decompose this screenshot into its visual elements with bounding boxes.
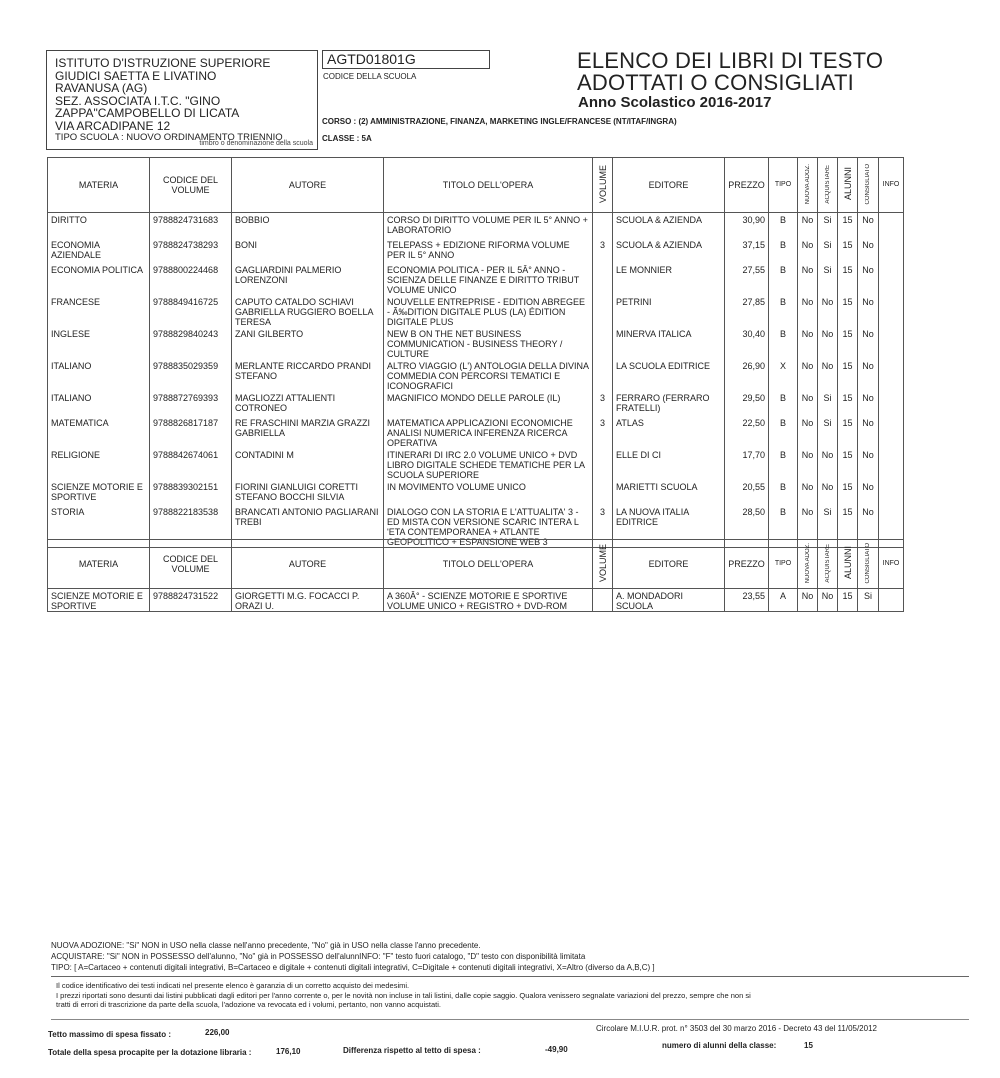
- cell-info: [879, 589, 904, 612]
- cell-alunni: 15: [838, 238, 858, 263]
- school-line: RAVANUSA (AG): [55, 81, 148, 96]
- cell-codice: 9788822183538: [150, 505, 232, 548]
- cell-materia: ITALIANO: [48, 359, 150, 391]
- school-type: TIPO SCUOLA : NUOVO ORDINAMENTO TRIENNIO: [55, 131, 283, 143]
- cell-nuova: No: [798, 213, 818, 238]
- tetto-label: Tetto massimo di spesa fissato :: [48, 1030, 171, 1039]
- cell-info: [879, 213, 904, 238]
- cell-alunni: 15: [838, 589, 858, 612]
- legend-acquistare: ACQUISTARE: "Si" NON in POSSESSO dell'alunno, "No" già in POSSESSO dell'alunnINFO: "F" testo fuori catalogo, "D" testo con disponibilità limitata: [51, 952, 586, 961]
- cell-consigliato: No: [858, 295, 879, 327]
- cell-autore: BONI: [232, 238, 384, 263]
- cell-acquistare: Si: [818, 213, 838, 238]
- cell-tipo: B: [769, 327, 798, 359]
- cell-prezzo: 23,55: [725, 589, 769, 612]
- cell-tipo: B: [769, 213, 798, 238]
- tetto-value: 226,00: [205, 1028, 230, 1037]
- cell-acquistare: Si: [818, 263, 838, 295]
- circolare: Circolare M.I.U.R. prot. n° 3503 del 30 marzo 2016 - Decreto 43 del 11/05/2012: [596, 1024, 877, 1033]
- cell-titolo: IN MOVIMENTO VOLUME UNICO: [384, 480, 593, 505]
- school-line: VIA ARCADIPANE 12: [55, 118, 171, 133]
- cell-autore: BRANCATI ANTONIO PAGLIARANI TREBI: [232, 505, 384, 548]
- cell-materia: SCIENZE MOTORIE E SPORTIVE: [48, 480, 150, 505]
- cell-titolo: DIALOGO CON LA STORIA E L'ATTUALITA' 3 - ED MISTA CON VERSIONE SCARIC INTERA L 'ETA CONTEMPORANEA + ATLANTE GEOPOLITICO + ESPANSIONE WEB 3: [384, 505, 593, 548]
- cell-codice: 9788835029359: [150, 359, 232, 391]
- col-volume: VOLUME: [593, 158, 613, 213]
- cell-materia: RELIGIONE: [48, 448, 150, 480]
- cell-prezzo: 30,40: [725, 327, 769, 359]
- col-info: INFO: [879, 158, 904, 213]
- col-acquistare: ACQUISTARE: [818, 158, 838, 213]
- cell-prezzo: 17,70: [725, 448, 769, 480]
- cell-tipo: A: [769, 589, 798, 612]
- differenza-value: -49,90: [545, 1045, 568, 1054]
- cell-prezzo: 29,50: [725, 391, 769, 416]
- cell-info: [879, 448, 904, 480]
- cell-autore: MAGLIOZZI ATTALIENTI COTRONEO: [232, 391, 384, 416]
- cell-info: [879, 359, 904, 391]
- cell-consigliato: No: [858, 448, 879, 480]
- cell-codice: 9788839302151: [150, 480, 232, 505]
- cell-acquistare: No: [818, 448, 838, 480]
- cell-editore: ATLAS: [613, 416, 725, 448]
- cell-info: [879, 295, 904, 327]
- cell-prezzo: 20,55: [725, 480, 769, 505]
- col-prezzo: PREZZO: [725, 540, 769, 589]
- cell-alunni: 15: [838, 505, 858, 548]
- course: CORSO : (2) AMMINISTRAZIONE, FINANZA, MARKETING INGLE/FRANCESE (NT/ITAF/INGRA): [322, 117, 677, 126]
- cell-tipo: B: [769, 505, 798, 548]
- table-row: [48, 359, 904, 391]
- cell-nuova: No: [798, 480, 818, 505]
- table-row: [48, 589, 904, 612]
- cell-codice: 9788824738293: [150, 238, 232, 263]
- cell-consigliato: No: [858, 480, 879, 505]
- cell-titolo: A 360Â° - SCIENZE MOTORIE E SPORTIVE VOLUME UNICO + REGISTRO + DVD-ROM: [384, 589, 593, 612]
- col-consigliato: CONSIGLIATO: [858, 158, 879, 213]
- legend-nuova: NUOVA ADOZIONE: "Si" NON in USO nella classe nell'anno precedente, "No" già in USO nella classe l'anno precedente.: [51, 941, 481, 950]
- cell-volume: [593, 359, 613, 391]
- class: CLASSE : 5A: [322, 134, 372, 143]
- cell-info: [879, 327, 904, 359]
- title-line-2: ADOTTATI O CONSIGLIATI: [577, 70, 854, 95]
- cell-volume: 3: [593, 238, 613, 263]
- cell-titolo: NOUVELLE ENTREPRISE - EDITION ABREGEE - Ã‰DITION DIGITALE PLUS (LA) ÉDITION DIGITALE PLUS: [384, 295, 593, 327]
- cell-codice: 9788800224468: [150, 263, 232, 295]
- cell-consigliato: No: [858, 213, 879, 238]
- cell-editore: A. MONDADORI SCUOLA: [613, 589, 725, 612]
- differenza-label: Differenza rispetto al tetto di spesa :: [343, 1046, 481, 1055]
- cell-materia: STORIA: [48, 505, 150, 548]
- books-table: [47, 157, 904, 548]
- cell-volume: [593, 448, 613, 480]
- cell-tipo: B: [769, 416, 798, 448]
- cell-prezzo: 27,85: [725, 295, 769, 327]
- divider: [51, 1019, 969, 1020]
- col-codice: CODICE DEL VOLUME: [150, 158, 232, 213]
- cell-codice: 9788849416725: [150, 295, 232, 327]
- cell-prezzo: 22,50: [725, 416, 769, 448]
- cell-volume: [593, 263, 613, 295]
- cell-nuova: No: [798, 238, 818, 263]
- col-nuova: NUOVA ADOZ.: [798, 158, 818, 213]
- cell-nuova: No: [798, 359, 818, 391]
- cell-editore: LA NUOVA ITALIA EDITRICE: [613, 505, 725, 548]
- cell-codice: 9788824731522: [150, 589, 232, 612]
- col-volume: VOLUME: [593, 540, 613, 589]
- cell-alunni: 15: [838, 295, 858, 327]
- alunni-value: 15: [804, 1041, 813, 1050]
- table-row: [48, 238, 904, 263]
- col-editore: EDITORE: [613, 158, 725, 213]
- cell-tipo: B: [769, 263, 798, 295]
- cell-editore: SCUOLA & AZIENDA: [613, 238, 725, 263]
- col-consigliato: CONSIGLIATO: [858, 540, 879, 589]
- cell-editore: LA SCUOLA EDITRICE: [613, 359, 725, 391]
- cell-tipo: B: [769, 238, 798, 263]
- cell-alunni: 15: [838, 391, 858, 416]
- cell-alunni: 15: [838, 480, 858, 505]
- cell-consigliato: No: [858, 391, 879, 416]
- cell-acquistare: No: [818, 295, 838, 327]
- col-titolo: TITOLO DELL'OPERA: [384, 158, 593, 213]
- school-line: SEZ. ASSOCIATA I.T.C. "GINO: [55, 93, 221, 108]
- cell-nuova: No: [798, 263, 818, 295]
- cell-tipo: X: [769, 359, 798, 391]
- cell-prezzo: 30,90: [725, 213, 769, 238]
- cell-consigliato: No: [858, 505, 879, 548]
- cell-volume: [593, 295, 613, 327]
- cell-nuova: No: [798, 416, 818, 448]
- col-tipo: TIPO: [769, 540, 798, 589]
- cell-acquistare: Si: [818, 505, 838, 548]
- table-row: [48, 213, 904, 238]
- col-titolo: TITOLO DELL'OPERA: [384, 540, 593, 589]
- col-info: INFO: [879, 540, 904, 589]
- cell-titolo: MAGNIFICO MONDO DELLE PAROLE (IL): [384, 391, 593, 416]
- cell-consigliato: Si: [858, 589, 879, 612]
- school-year: Anno Scolastico 2016-2017: [578, 94, 772, 111]
- cell-nuova: No: [798, 295, 818, 327]
- cell-nuova: No: [798, 448, 818, 480]
- cell-tipo: B: [769, 480, 798, 505]
- cell-editore: MARIETTI SCUOLA: [613, 480, 725, 505]
- cell-consigliato: No: [858, 238, 879, 263]
- stamp-label: timbro o denominazione della scuola: [199, 140, 313, 147]
- school-line: GIUDICI SAETTA E LIVATINO: [55, 68, 217, 83]
- cell-titolo: CORSO DI DIRITTO VOLUME PER IL 5° ANNO + LABORATORIO: [384, 213, 593, 238]
- cell-materia: ITALIANO: [48, 391, 150, 416]
- disclaimer-line: I prezzi riportati sono desunti dai listini pubblicati dagli editori per l'anno corrente o, per le novità non incluse in tali listini, dalle copie saggio. Qualora venissero segnalate variazioni del prezzo, sempre che non si: [56, 990, 751, 1000]
- col-materia: MATERIA: [48, 540, 150, 589]
- table-row: [48, 448, 904, 480]
- col-autore: AUTORE: [232, 158, 384, 213]
- cell-autore: GIORGETTI M.G. FOCACCI P. ORAZI U.: [232, 589, 384, 612]
- cell-tipo: B: [769, 448, 798, 480]
- cell-titolo: ECONOMIA POLITICA - PER IL 5Â° ANNO - SCIENZA DELLE FINANZE E DIRITTO TRIBUT VOLUME UNICO: [384, 263, 593, 295]
- cell-editore: ELLE DI CI: [613, 448, 725, 480]
- cell-materia: INGLESE: [48, 327, 150, 359]
- col-alunni: ALUNNI: [838, 158, 858, 213]
- cell-materia: MATEMATICA: [48, 416, 150, 448]
- cell-alunni: 15: [838, 263, 858, 295]
- cell-autore: CONTADINI M: [232, 448, 384, 480]
- col-tipo: TIPO: [769, 158, 798, 213]
- cell-materia: ECONOMIA AZIENDALE: [48, 238, 150, 263]
- cell-editore: SCUOLA & AZIENDA: [613, 213, 725, 238]
- cell-nuova: No: [798, 589, 818, 612]
- totale-value: 176,10: [276, 1047, 301, 1056]
- legend-tipo: TIPO: [ A=Cartaceo + contenuti digitali integrativi, B=Cartaceo e digitale + contenuti digitali integrativi, C=Digitale + contenuti digitali integrativi, X=Altro (diverso da A,B,C) ]: [51, 963, 655, 972]
- table-row: [48, 327, 904, 359]
- table-row: [48, 295, 904, 327]
- cell-codice: 9788829840243: [150, 327, 232, 359]
- cell-prezzo: 26,90: [725, 359, 769, 391]
- cell-alunni: 15: [838, 327, 858, 359]
- cell-acquistare: No: [818, 359, 838, 391]
- cell-acquistare: No: [818, 480, 838, 505]
- cell-prezzo: 37,15: [725, 238, 769, 263]
- cell-autore: FIORINI GIANLUIGI CORETTI STEFANO BOCCHI SILVIA: [232, 480, 384, 505]
- cell-materia: DIRITTO: [48, 213, 150, 238]
- cell-volume: 3: [593, 505, 613, 548]
- cell-codice: 9788872769393: [150, 391, 232, 416]
- divider: [51, 976, 969, 977]
- books-table-2: [47, 539, 904, 612]
- cell-info: [879, 391, 904, 416]
- cell-consigliato: No: [858, 359, 879, 391]
- totale-label: Totale della spesa procapite per la dotazione libraria :: [48, 1048, 252, 1057]
- col-alunni: ALUNNI: [838, 540, 858, 589]
- cell-tipo: B: [769, 391, 798, 416]
- disclaimer: [56, 981, 956, 1010]
- col-editore: EDITORE: [613, 540, 725, 589]
- cell-volume: [593, 480, 613, 505]
- cell-editore: MINERVA ITALICA: [613, 327, 725, 359]
- cell-nuova: No: [798, 391, 818, 416]
- table-row: [48, 480, 904, 505]
- cell-autore: CAPUTO CATALDO SCHIAVI GABRIELLA RUGGIERO BOELLA TERESA: [232, 295, 384, 327]
- cell-consigliato: No: [858, 416, 879, 448]
- legend: [51, 940, 655, 973]
- cell-titolo: ALTRO VIAGGIO (L') ANTOLOGIA DELLA DIVINA COMMEDIA CON PERCORSI TEMATICI E ICONOGRAFICI: [384, 359, 593, 391]
- disclaimer-line: tratti di errori di trascrizione da parte della scuola, l'adozione va revocata ed i volumi, pertanto, non vanno acquistati.: [56, 1000, 441, 1009]
- cell-codice: 9788824731683: [150, 213, 232, 238]
- cell-volume: [593, 213, 613, 238]
- cell-acquistare: No: [818, 327, 838, 359]
- cell-autore: BOBBIO: [232, 213, 384, 238]
- cell-codice: 9788826817187: [150, 416, 232, 448]
- title-line-1: ELENCO DEI LIBRI DI TESTO: [577, 48, 884, 73]
- col-autore: AUTORE: [232, 540, 384, 589]
- cell-volume: [593, 327, 613, 359]
- cell-editore: LE MONNIER: [613, 263, 725, 295]
- cell-autore: RE FRASCHINI MARZIA GRAZZI GABRIELLA: [232, 416, 384, 448]
- cell-alunni: 15: [838, 359, 858, 391]
- col-codice: CODICE DEL VOLUME: [150, 540, 232, 589]
- cell-alunni: 15: [838, 416, 858, 448]
- cell-acquistare: Si: [818, 238, 838, 263]
- school-code-label: CODICE DELLA SCUOLA: [323, 72, 417, 81]
- cell-materia: ECONOMIA POLITICA: [48, 263, 150, 295]
- table-row: [48, 263, 904, 295]
- cell-autore: ZANI GILBERTO: [232, 327, 384, 359]
- document-title: [577, 50, 883, 94]
- cell-acquistare: Si: [818, 391, 838, 416]
- cell-codice: 9788842674061: [150, 448, 232, 480]
- cell-volume: [593, 589, 613, 612]
- cell-alunni: 15: [838, 448, 858, 480]
- table-header-row: [48, 158, 904, 213]
- cell-nuova: No: [798, 505, 818, 548]
- cell-volume: 3: [593, 391, 613, 416]
- cell-consigliato: No: [858, 327, 879, 359]
- school-line: ISTITUTO D'ISTRUZIONE SUPERIORE: [55, 56, 271, 70]
- table-row: [48, 391, 904, 416]
- cell-prezzo: 28,50: [725, 505, 769, 548]
- cell-acquistare: Si: [818, 416, 838, 448]
- cell-editore: FERRARO (FERRARO FRATELLI): [613, 391, 725, 416]
- cell-alunni: 15: [838, 213, 858, 238]
- school-info-box: [46, 50, 318, 150]
- cell-info: [879, 416, 904, 448]
- cell-titolo: NEW B ON THE NET BUSINESS COMMUNICATION - BUSINESS THEORY / CULTURE: [384, 327, 593, 359]
- cell-materia: FRANCESE: [48, 295, 150, 327]
- cell-titolo: ITINERARI DI IRC 2.0 VOLUME UNICO + DVD LIBRO DIGITALE SCHEDE TEMATICHE PER LA SCUOLA SUPERIORE: [384, 448, 593, 480]
- cell-info: [879, 480, 904, 505]
- cell-titolo: TELEPASS + EDIZIONE RIFORMA VOLUME PER IL 5° ANNO: [384, 238, 593, 263]
- cell-autore: MERLANTE RICCARDO PRANDI STEFANO: [232, 359, 384, 391]
- school-code: AGTD01801G: [322, 50, 490, 69]
- cell-nuova: No: [798, 327, 818, 359]
- cell-info: [879, 238, 904, 263]
- cell-acquistare: No: [818, 589, 838, 612]
- table-header-row: [48, 540, 904, 589]
- cell-volume: 3: [593, 416, 613, 448]
- disclaimer-line: Il codice identificativo dei testi indicati nel presente elenco è garanzia di un corretto acquisto dei medesimi.: [56, 981, 410, 990]
- col-nuova: NUOVA ADOZ.: [798, 540, 818, 589]
- col-acquistare: ACQUISTARE: [818, 540, 838, 589]
- cell-tipo: B: [769, 295, 798, 327]
- cell-materia: SCIENZE MOTORIE E SPORTIVE: [48, 589, 150, 612]
- cell-editore: PETRINI: [613, 295, 725, 327]
- col-prezzo: PREZZO: [725, 158, 769, 213]
- school-line: ZAPPA"CAMPOBELLO DI LICATA: [55, 106, 240, 121]
- col-materia: MATERIA: [48, 158, 150, 213]
- table-row: [48, 416, 904, 448]
- cell-titolo: MATEMATICA APPLICAZIONI ECONOMICHE ANALISI NUMERICA INFERENZA RICERCA OPERATIVA: [384, 416, 593, 448]
- cell-consigliato: No: [858, 263, 879, 295]
- cell-autore: GAGLIARDINI PALMERIO LORENZONI: [232, 263, 384, 295]
- cell-prezzo: 27,55: [725, 263, 769, 295]
- alunni-label: numero di alunni della classe:: [662, 1041, 777, 1050]
- cell-info: [879, 263, 904, 295]
